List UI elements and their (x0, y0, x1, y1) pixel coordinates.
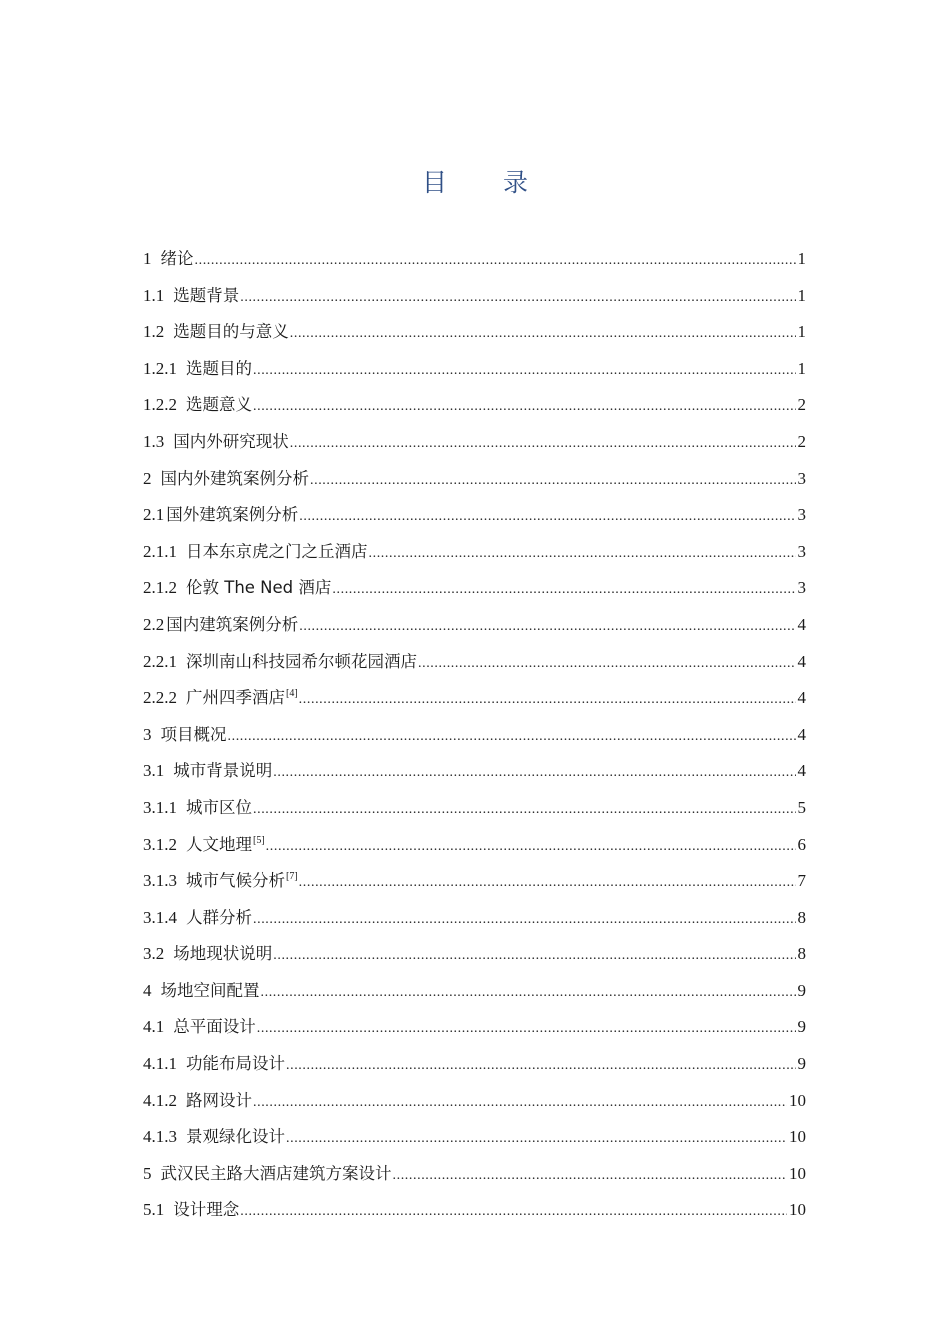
toc-entry-citation: [7] (286, 871, 298, 883)
toc-dot-leader (253, 792, 796, 829)
toc-entry-page-number: 4 (797, 651, 806, 671)
toc-entry-page-number: 3 (797, 541, 806, 561)
toc-entry[interactable] (143, 534, 806, 571)
toc-dot-leader (299, 499, 795, 536)
toc-entry-page-number: 1 (797, 249, 806, 268)
toc-entry-page-number: 6 (797, 834, 806, 854)
toc-entry-page-number: 1 (797, 285, 806, 305)
toc-entry-number: 4.1.1 (143, 1054, 177, 1074)
toc-entry-page-number: 10 (789, 1163, 806, 1183)
toc-dot-leader (253, 353, 796, 390)
toc-entry-number: 4.1 (143, 1017, 165, 1037)
toc-dot-leader (266, 829, 796, 866)
toc-dot-leader (299, 609, 795, 646)
toc-entry-citation: [5] (253, 834, 265, 846)
toc-entry-number: 3.2 (143, 944, 165, 964)
toc-entry-title: 绪论 (160, 249, 194, 268)
toc-entry-title: 设计理念 (173, 1200, 240, 1220)
toc-entry-page-number: 3 (797, 505, 806, 525)
toc-entry-page-number: 9 (797, 1054, 806, 1074)
toc-entry-number: 3.1.1 (143, 797, 177, 817)
toc-entry-title: 总平面设计 (173, 1017, 256, 1037)
toc-entry-title: 城市背景说明 (173, 761, 273, 781)
toc-entry[interactable] (143, 644, 806, 681)
toc-entry-title: 城市气候分析 (186, 871, 285, 891)
toc-entry-title: 选题目的 (186, 358, 252, 378)
toc-dot-leader (290, 426, 796, 463)
toc-entry-page-number: 10 (789, 1200, 806, 1220)
toc-entry-page-number: 3 (797, 578, 806, 598)
toc-entry-number: 2.1.2 (143, 578, 177, 598)
toc-entry-title: 场地现状说明 (173, 944, 273, 964)
toc-entry-page-number: 2 (797, 395, 806, 415)
toc-entry-title: 城市区位 (186, 797, 252, 817)
toc-entry-title: 场地空间配置 (160, 980, 260, 1000)
toc-dot-leader (369, 536, 796, 573)
toc-entry[interactable] (143, 570, 806, 607)
toc-entry[interactable] (143, 827, 806, 864)
toc-dot-leader (418, 646, 796, 683)
toc-entry-page-number: 4 (797, 761, 806, 781)
toc-entry-page-number: 10 (789, 1127, 806, 1147)
toc-dot-leader (273, 755, 795, 792)
toc-dot-leader (332, 572, 795, 609)
toc-entry[interactable] (143, 497, 806, 534)
toc-entry-number: 5 (143, 1163, 152, 1183)
toc-entry[interactable] (143, 717, 806, 754)
toc-entry[interactable] (143, 753, 806, 790)
toc-dot-leader (286, 1121, 787, 1158)
toc-entry[interactable] (143, 1009, 806, 1046)
toc-entry-page-number: 2 (797, 431, 806, 451)
toc-entry-title: 项目概况 (160, 724, 227, 744)
toc-entry[interactable] (143, 461, 806, 498)
toc-entry-page-number: 1 (797, 358, 806, 378)
toc-entry[interactable] (143, 973, 806, 1010)
toc-entry-title: 景观绿化设计 (186, 1127, 285, 1147)
toc-entry-number: 5.1 (143, 1200, 165, 1220)
toc-entry[interactable] (143, 936, 806, 973)
toc-entry[interactable] (143, 1046, 806, 1083)
toc-entry-title: 广州四季酒店 (186, 688, 285, 708)
toc-entry[interactable] (143, 1083, 806, 1120)
toc-entry-number: 1.2 (143, 322, 165, 342)
toc-entry-page-number: 3 (797, 468, 806, 488)
toc-entry-page-number: 4 (797, 688, 806, 708)
toc-entry-page-number: 10 (789, 1090, 806, 1110)
toc-entry-title: 国内建筑案例分析 (166, 614, 299, 634)
toc-entry-number: 3 (143, 724, 152, 744)
toc-entry-page-number: 1 (797, 322, 806, 342)
toc-entry-number: 2.2 (143, 614, 165, 634)
toc-entry-title: 选题背景 (173, 285, 240, 305)
toc-entry-page-number: 9 (797, 980, 806, 1000)
toc-entry[interactable] (143, 351, 806, 388)
toc-entry-page-number: 4 (797, 724, 806, 744)
toc-entry[interactable] (143, 241, 806, 278)
toc-entry-title: 伦敦 The Ned 酒店 (186, 578, 332, 598)
toc-dot-leader (290, 316, 796, 353)
toc-entry-title: 人群分析 (186, 907, 252, 927)
toc-entry-number: 4.1.2 (143, 1090, 177, 1110)
toc-entry-number: 1.2.1 (143, 358, 177, 378)
toc-entry[interactable] (143, 900, 806, 937)
toc-dot-leader (393, 1158, 788, 1195)
toc-dot-leader (257, 1011, 796, 1048)
toc-entry[interactable] (143, 863, 806, 900)
toc-entry-title: 国内外建筑案例分析 (160, 468, 309, 488)
table-of-contents (143, 241, 806, 1229)
toc-entry[interactable] (143, 790, 806, 827)
toc-entry-number: 1 (143, 249, 152, 268)
toc-entry[interactable] (143, 424, 806, 461)
toc-entry-number: 3.1 (143, 761, 165, 781)
toc-entry-number: 3.1.4 (143, 907, 177, 927)
toc-entry[interactable] (143, 1156, 806, 1193)
toc-entry-title: 选题意义 (186, 395, 252, 415)
toc-entry-number: 3.1.3 (143, 871, 177, 891)
toc-entry[interactable] (143, 278, 806, 315)
toc-entry-page-number: 9 (797, 1017, 806, 1037)
toc-entry-number: 2.1 (143, 505, 165, 525)
toc-dot-leader (253, 389, 796, 426)
toc-entry-title: 功能布局设计 (186, 1054, 285, 1074)
toc-entry[interactable] (143, 314, 806, 351)
toc-entry-page-number: 8 (797, 944, 806, 964)
toc-entry-number: 4.1.3 (143, 1127, 177, 1147)
toc-entry-title: 选题目的与意义 (173, 322, 289, 342)
toc-entry[interactable] (143, 387, 806, 424)
toc-entry-number: 1.1 (143, 285, 165, 305)
toc-entry-number: 4 (143, 980, 152, 1000)
toc-dot-leader (286, 1048, 796, 1085)
toc-entry[interactable] (143, 1192, 806, 1229)
toc-entry-number: 2.1.1 (143, 541, 177, 561)
toc-entry-page-number: 7 (797, 871, 806, 891)
toc-dot-leader (299, 682, 796, 719)
toc-entry-page-number: 8 (797, 907, 806, 927)
toc-entry-title: 深圳南山科技园希尔顿花园酒店 (186, 651, 417, 671)
toc-title: 目 录 (422, 168, 552, 197)
toc-entry-title: 国内外研究现状 (173, 431, 289, 451)
toc-dot-leader (253, 1085, 787, 1122)
toc-entry-number: 2 (143, 468, 152, 488)
toc-entry-page-number: 4 (797, 614, 806, 634)
toc-entry-title: 人文地理 (186, 834, 252, 854)
toc-entry-title: 路网设计 (186, 1090, 252, 1110)
toc-dot-leader (273, 938, 795, 975)
toc-entry-citation: [4] (286, 688, 298, 700)
toc-dot-leader (310, 463, 796, 500)
toc-entry-number: 2.2.2 (143, 688, 177, 708)
toc-entry-number: 3.1.2 (143, 834, 177, 854)
toc-dot-leader (228, 719, 796, 756)
toc-dot-leader (261, 975, 796, 1012)
toc-dot-leader (240, 280, 795, 317)
toc-entry-page-number: 5 (797, 797, 806, 817)
toc-entry[interactable] (143, 1119, 806, 1156)
toc-entry-title: 国外建筑案例分析 (166, 505, 299, 525)
toc-entry-title: 武汉民主路大酒店建筑方案设计 (160, 1163, 392, 1183)
toc-dot-leader (240, 1194, 787, 1231)
toc-entry-number: 1.2.2 (143, 395, 177, 415)
toc-dot-leader (253, 902, 796, 939)
toc-entry-number: 1.3 (143, 431, 165, 451)
toc-dot-leader (299, 865, 796, 902)
toc-entry-number: 2.2.1 (143, 651, 177, 671)
toc-entry-title: 日本东京虎之门之丘酒店 (186, 541, 368, 561)
toc-dot-leader (195, 243, 796, 280)
toc-entry[interactable] (143, 607, 806, 644)
toc-entry[interactable] (143, 680, 806, 717)
